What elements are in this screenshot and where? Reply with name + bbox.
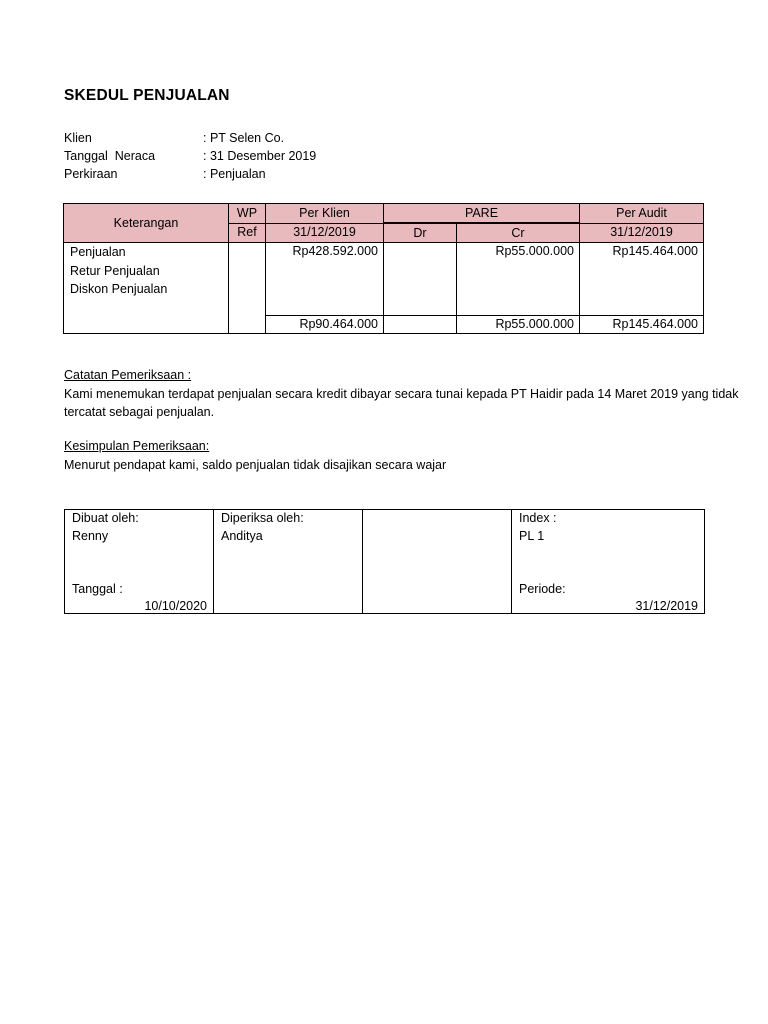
per-audit-value: Rp145.464.000 — [580, 243, 704, 316]
wp-ref-cell — [229, 243, 266, 316]
total-per-klien: Rp90.464.000 — [266, 316, 384, 334]
info-value: : Penjualan — [203, 167, 266, 181]
table-row — [64, 243, 704, 316]
info-label: Perkiraan — [64, 167, 118, 181]
diperiksa-name: Anditya — [221, 529, 263, 543]
total-cr: Rp55.000.000 — [457, 316, 580, 334]
kesimpulan-heading: Kesimpulan Pemeriksaan: — [64, 439, 210, 453]
catatan-text: Kami menemukan terdapat penjualan secara kredit dibayar secara tunai kepada PT Haidir pada 14 Maret 2019 yang tidak tercatat sebagai penjualan. — [64, 386, 739, 419]
index-label: Index : — [519, 511, 557, 525]
blank-cell — [363, 510, 512, 614]
dibuat-label: Dibuat oleh: — [72, 511, 139, 525]
periode-value: 31/12/2019 — [635, 599, 698, 613]
header-per-klien: Per Klien — [266, 204, 384, 224]
info-value: : 31 Desember 2019 — [203, 149, 317, 163]
cr-value: Rp55.000.000 — [457, 243, 580, 316]
header-pare: PARE — [384, 204, 580, 224]
audit-conclusion — [64, 437, 744, 474]
header-cr: Cr — [457, 223, 580, 243]
total-per-audit: Rp145.464.000 — [580, 316, 704, 334]
header-dr: Dr — [384, 223, 457, 243]
total-wp-cell — [229, 316, 266, 334]
client-info — [64, 131, 364, 191]
header-per-audit: Per Audit — [580, 204, 704, 224]
list-item: Diskon Penjualan — [70, 282, 168, 296]
header-keterangan: Keterangan — [64, 204, 229, 243]
header-per-klien-date: 31/12/2019 — [266, 223, 384, 243]
info-value: : PT Selen Co. — [203, 131, 285, 145]
header-ref: Ref — [229, 223, 266, 243]
item-list — [64, 243, 229, 316]
diperiksa-cell — [214, 510, 363, 614]
total-dr — [384, 316, 457, 334]
header-per-audit-date: 31/12/2019 — [580, 223, 704, 243]
tanggal-value: 10/10/2020 — [144, 599, 207, 613]
dibuat-cell — [65, 510, 214, 614]
document-title: SKEDUL PENJUALAN — [64, 87, 230, 104]
signoff-table — [64, 509, 705, 614]
schedule-table — [63, 203, 704, 334]
index-value: PL 1 — [519, 529, 545, 543]
list-item: Retur Penjualan — [70, 263, 160, 278]
periode-label: Periode: — [519, 582, 566, 596]
header-wp: WP — [229, 204, 266, 224]
dibuat-name: Renny — [72, 529, 109, 543]
tanggal-label: Tanggal : — [72, 582, 123, 596]
per-klien-value: Rp428.592.000 — [266, 243, 384, 316]
list-item: Penjualan — [70, 245, 126, 259]
info-label: Tanggal Neraca — [64, 149, 156, 163]
dr-value — [384, 243, 457, 316]
total-label-cell — [64, 316, 229, 334]
total-row — [64, 316, 704, 334]
index-cell — [512, 510, 705, 614]
audit-notes — [64, 366, 744, 422]
diperiksa-label: Diperiksa oleh: — [221, 511, 304, 525]
info-label: Klien — [64, 131, 92, 145]
kesimpulan-text: Menurut pendapat kami, saldo penjualan tidak disajikan secara wajar — [64, 457, 447, 472]
catatan-heading: Catatan Pemeriksaan : — [64, 368, 192, 382]
